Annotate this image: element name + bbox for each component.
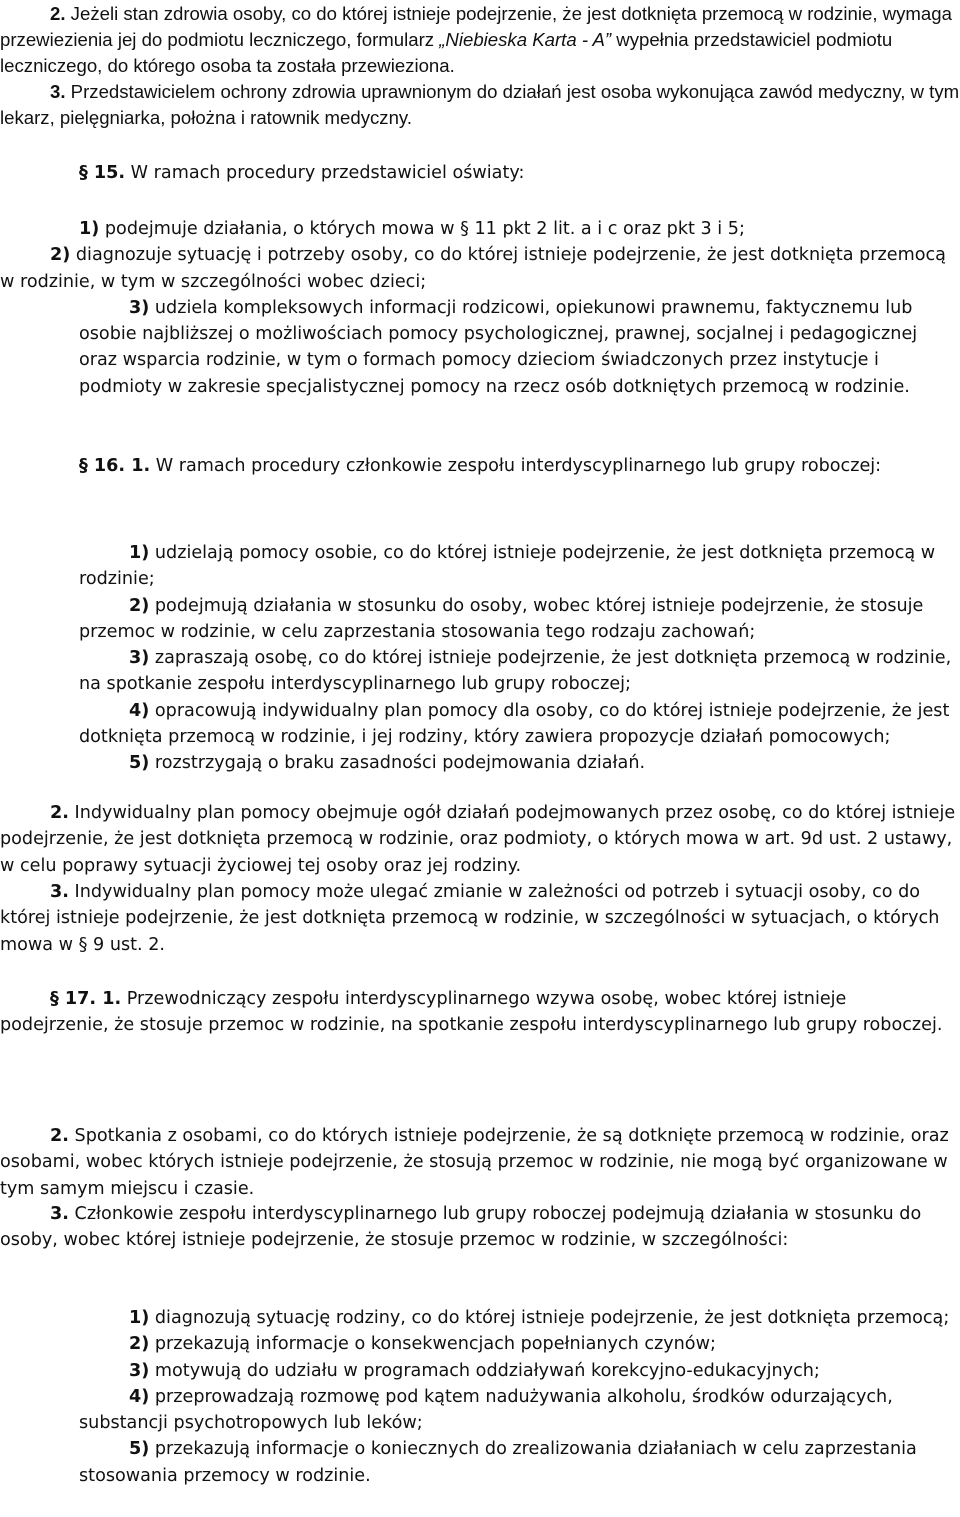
paragraph-text: Spotkania z osobami, co do których istnieje podejrzenie, że są dotknięte przemocą w rodzinie, oraz osobami, wobec których istnieje podejrzenie, że stosują przemoc w rodzinie, nie mogą być organizowane w tym samym miejscu i czasie. <box>0 1126 949 1199</box>
item-text: motywują do udziału w programach oddziaływań korekcyjno-edukacyjnych; <box>149 1360 820 1381</box>
item-text: udzielają pomocy osobie, co do której istnieje podejrzenie, że jest dotknięta przemocą w rodzinie; <box>79 543 936 590</box>
item-text: zapraszają osobę, co do której istnieje podejrzenie, że jest dotknięta przemocą w rodzinie, na spotkanie zespołu interdyscyplinarnego lub grupy roboczej; <box>79 648 952 695</box>
paragraph-2 <box>0 1 960 79</box>
list-item <box>79 1358 957 1384</box>
list-item <box>0 242 957 295</box>
list-item <box>79 1384 957 1437</box>
paragraph-number: 2. <box>50 803 69 823</box>
list-item <box>79 295 957 400</box>
section-intro: W ramach procedury przedstawiciel oświaty: <box>125 163 525 183</box>
item-text: diagnozują sytuację rodziny, co do której istnieje podejrzenie, że jest dotknięta przemocą; <box>149 1308 950 1328</box>
item-label: 3) <box>129 1360 150 1381</box>
item-text: przeprowadzają rozmowę pod kątem nadużywania alkoholu, środków odurzających, substancji psychotropowych lub leków; <box>79 1386 893 1434</box>
paragraph-text: wypełnia przedstawiciel podmiotu leczniczego, do którego osoba ta została przewieziona. <box>0 29 893 76</box>
section-15-list <box>0 216 957 400</box>
item-text: podejmuje działania, o których mowa w § 11 pkt 2 lit. a i c oraz pkt 3 i 5; <box>99 219 745 239</box>
list-item <box>79 1305 957 1331</box>
section-16-paragraph-3 <box>0 879 960 958</box>
list-item <box>79 698 957 751</box>
paragraph-number: 2. <box>50 3 66 24</box>
section-intro: Przewodniczący zespołu interdyscyplinarnego wzywa osobę, wobec której istnieje podejrzenie, że stosuje przemoc w rodzinie, na spotkanie zespołu interdyscyplinarnego lub grupy roboczej. <box>0 989 943 1036</box>
paragraph-text: Jeżeli stan zdrowia osoby, co do której istnieje podejrzenie, że jest dotknięta przemocą w rodzinie, wymaga przewiezienia jej do podmiotu leczniczego, formularz <box>0 3 952 50</box>
item-text: przekazują informacje o koniecznych do zrealizowania działaniach w celu zaprzestania stosowania przemocy w rodzinie. <box>79 1439 917 1486</box>
item-label: 2) <box>50 245 71 266</box>
item-label: 3) <box>129 648 150 669</box>
item-label: 1) <box>129 1308 150 1328</box>
section-17-paragraph-2 <box>0 1123 960 1202</box>
section-16-list <box>79 540 957 777</box>
item-label: 5) <box>129 1439 150 1460</box>
section-16-heading <box>79 453 959 479</box>
item-text: podejmują działania w stosunku do osoby, wobec której istnieje podejrzenie, że stosuje przemoc w rodzinie, w celu zaprzestania stosowania tego rodzaju zachowań; <box>79 595 924 642</box>
list-item <box>79 645 957 698</box>
item-label: 4) <box>129 700 150 721</box>
item-label: 2) <box>129 1334 150 1355</box>
section-17-paragraph-1 <box>0 986 960 1039</box>
item-label: 4) <box>129 1386 150 1407</box>
paragraph-3 <box>0 79 960 131</box>
item-label: 5) <box>129 753 150 774</box>
section-16-paragraph-2 <box>0 800 960 879</box>
item-text: diagnozuje sytuację i potrzeby osoby, co do której istnieje podejrzenie, że jest dotknięta przemocą w rodzinie, w tym w szczególności wobec dzieci; <box>0 245 946 292</box>
paragraph-number: 2. <box>50 1126 69 1146</box>
section-number: § 16. 1. <box>79 456 151 476</box>
list-item <box>79 593 957 646</box>
section-number: § 17. 1. <box>50 989 122 1009</box>
list-item <box>79 1331 957 1357</box>
item-label: 2) <box>129 595 150 616</box>
paragraph-text: Członkowie zespołu interdyscyplinarnego lub grupy roboczej podejmują działania w stosunku do osoby, wobec której istnieje podejrzenie, że stosuje przemoc w rodzinie, w szczególności: <box>0 1204 922 1251</box>
paragraph-text: Indywidualny plan pomocy może ulegać zmianie w zależności od potrzeb i sytuacji osoby, co do której istnieje podejrzenie, że jest dotknięta przemocą w rodzinie, w szczególności w sytuacjach, o których mowa w § 9 ust. 2. <box>0 882 940 955</box>
list-item <box>79 750 957 776</box>
paragraph-number: 3. <box>50 882 69 902</box>
paragraph-text: Przedstawicielem ochrony zdrowia uprawnionym do działań jest osoba wykonująca zawód medyczny, w tym lekarz, pielęgniarka, położna i ratownik medyczny. <box>0 81 960 128</box>
item-label: 1) <box>129 543 150 563</box>
form-name: „Niebieska Karta - A” <box>439 29 612 50</box>
section-intro: W ramach procedury członkowie zespołu interdyscyplinarnego lub grupy roboczej: <box>150 456 882 476</box>
section-17-list <box>79 1305 957 1489</box>
item-text: przekazują informacje o konsekwencjach popełnianych czynów; <box>149 1334 716 1355</box>
list-item <box>79 540 957 593</box>
item-label: 3) <box>129 297 150 318</box>
item-text: rozstrzygają o braku zasadności podejmowania działań. <box>149 753 646 774</box>
paragraph-number: 3. <box>50 81 66 102</box>
paragraph-number: 3. <box>50 1204 69 1224</box>
paragraph-text: Indywidualny plan pomocy obejmuje ogół działań podejmowanych przez osobę, co do której istnieje podejrzenie, że jest dotknięta przemocą w rodzinie, oraz podmioty, o których mowa w art. 9d ust. 2 ustawy, w celu poprawy sytuacji życiowej tej osoby oraz jej rodziny. <box>0 803 956 876</box>
item-text: opracowują indywidualny plan pomocy dla osoby, co do której istnieje podejrzenie, że jest dotknięta przemocą w rodzinie, i jej rodziny, który zawiera propozycje działań pomocowych; <box>79 700 950 748</box>
list-item <box>79 216 957 242</box>
item-label: 1) <box>79 219 100 239</box>
section-17-paragraph-3 <box>0 1201 960 1254</box>
section-15-heading <box>79 160 959 186</box>
list-item <box>79 1436 957 1489</box>
section-number: § 15. <box>79 163 126 183</box>
item-text: udziela kompleksowych informacji rodzicowi, opiekunowi prawnemu, faktycznemu lub osobie najbliższej o możliwościach pomocy psychologicznej, prawnej, socjalnej i pedagogicznej oraz wsparcia rodzinie, w tym o formach pomocy dzieciom świadczonych przez instytucje i podmioty w zakresie specjalistycznej pomocy na rzecz osób dotkniętych przemocą w rodzinie. <box>79 297 918 397</box>
